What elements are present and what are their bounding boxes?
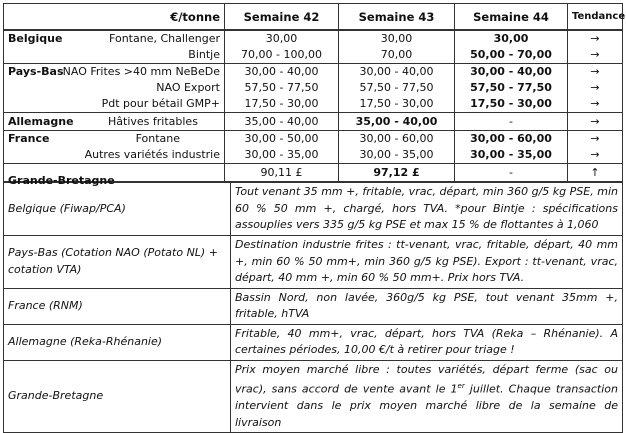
country-label: Pays-Bas	[8, 65, 64, 78]
price-w43: 30,00	[339, 31, 455, 48]
unit-header: €/tonne	[4, 4, 225, 30]
note-source: Pays-Bas (Cotation NAO (Potato NL) + cotation VTA)	[4, 236, 231, 289]
trend-arrow-icon: →	[568, 80, 623, 96]
price-w42: 30,00 - 40,00	[225, 64, 339, 81]
week-44-header: Semaine 44	[455, 4, 568, 30]
variety-label: Pdt pour bétail GMP+	[101, 97, 220, 110]
price-w44: 30,00 - 40,00	[455, 64, 568, 81]
note-row	[4, 183, 623, 236]
trend-arrow-icon: →	[568, 113, 623, 131]
price-w42: 30,00 - 35,00	[225, 147, 339, 164]
header-row	[4, 4, 623, 30]
note-text: Fritable, 40 mm+, vrac, départ, hors TVA (Reka – Rhénanie). A certaines périodes, 10,00 €/t à retirer pour triage !	[231, 324, 623, 360]
note-source: Belgique (Fiwap/PCA)	[4, 183, 231, 236]
price-w42: 17,50 - 30,00	[225, 96, 339, 113]
row-label	[4, 113, 225, 131]
row-label	[4, 96, 225, 113]
price-w42: 30,00 - 50,00	[225, 131, 339, 148]
table-row	[4, 164, 623, 182]
table-row	[4, 64, 623, 81]
note-source: Allemagne (Reka-Rhénanie)	[4, 324, 231, 360]
variety-label: NAO Frites >40 mm NeBeDe	[62, 65, 220, 78]
price-w42: 57,50 - 77,50	[225, 80, 339, 96]
table-row	[4, 113, 623, 131]
trend-arrow-icon: →	[568, 31, 623, 48]
table-row	[4, 96, 623, 113]
price-table	[3, 3, 626, 30]
row-label	[4, 164, 225, 187]
country-label: Allemagne	[8, 114, 74, 128]
note-row	[4, 360, 623, 433]
trend-arrow-icon: →	[568, 147, 623, 164]
variety-label: Fontane, Challenger	[109, 32, 220, 45]
price-w43: 30,00 - 40,00	[339, 64, 455, 81]
row-label	[4, 47, 225, 64]
table-row	[4, 80, 623, 96]
trend-arrow-icon: →	[568, 96, 623, 113]
trend-arrow-icon: →	[568, 131, 623, 148]
note-superscript: er	[457, 382, 465, 390]
price-w44: 30,00 - 35,00	[455, 147, 568, 164]
price-w44: 17,50 - 30,00	[455, 96, 568, 113]
trend-arrow-icon: →	[568, 47, 623, 64]
price-w43: 97,12 £	[339, 164, 455, 182]
note-text: Destination industrie frites : tt-venant, vrac, fritable, départ, 40 mm +, min 60 % 50 mm+, min 360 g/5 kg PSE). Export : tt-venant, vrac, départ, 40 mm +, min 60 % 50 mm+. Prix hors TVA.	[231, 236, 623, 289]
variety-label: Hâtives fritables	[108, 114, 198, 128]
price-w44: 30,00 - 60,00	[455, 131, 568, 148]
week-42-header: Semaine 42	[225, 4, 339, 30]
price-w42: 70,00 - 100,00	[225, 47, 339, 64]
price-report	[3, 3, 626, 433]
variety-label: Autres variétés industrie	[84, 148, 220, 161]
price-w44: 57,50 - 77,50	[455, 80, 568, 96]
price-w43: 57,50 - 77,50	[339, 80, 455, 96]
price-w43: 30,00 - 60,00	[339, 131, 455, 148]
table-row	[4, 31, 623, 48]
notes-table	[3, 182, 623, 433]
price-w44: 30,00	[455, 31, 568, 48]
note-text	[231, 360, 623, 433]
country-label: France	[8, 132, 50, 145]
price-w44: -	[455, 164, 568, 182]
price-w43: 17,50 - 30,00	[339, 96, 455, 113]
note-text: Bassin Nord, non lavée, 360g/5 kg PSE, tout venant 35mm +, fritable, hTVA	[231, 288, 623, 324]
note-text: Tout venant 35 mm +, fritable, vrac, départ, min 360 g/5 kg PSE, min 60 % 50 mm +, chargé, hors TVA. *pour Bintje : spécifications assouplies vers 335 g/5 kg PSE et max 15 % de flottantes à 1,060	[231, 183, 623, 236]
row-label	[4, 31, 225, 48]
price-w42: 35,00 - 40,00	[225, 113, 339, 131]
trend-arrow-icon: →	[568, 64, 623, 81]
table-row	[4, 131, 623, 148]
variety-label: NAO Export	[156, 81, 220, 94]
row-label	[4, 64, 225, 81]
row-label	[4, 80, 225, 96]
note-row	[4, 324, 623, 360]
variety-label: Fontane	[135, 132, 180, 145]
trend-header: Tendance	[568, 4, 623, 30]
note-text-part: Prix moyen marché libre : toutes variétés, départ ferme (sac ou vrac), sans accord de vente avant le 1	[235, 362, 618, 396]
price-w44: 50,00 - 70,00	[455, 47, 568, 64]
trend-arrow-icon: ↑	[568, 164, 623, 182]
variety-label: Bintje	[188, 48, 220, 61]
price-w43: 70,00	[339, 47, 455, 64]
table-row	[4, 47, 623, 64]
price-w42: 90,11 £	[225, 164, 339, 182]
note-text-part: juillet. Chaque transaction intervient dans le prix moyen marché libre de la semaine de livraison	[235, 382, 618, 429]
row-label	[4, 147, 225, 164]
country-label: Belgique	[8, 32, 63, 45]
country-label: Grande-Bretagne	[8, 173, 115, 187]
price-w43: 30,00 - 35,00	[339, 147, 455, 164]
price-w43: 35,00 - 40,00	[339, 113, 455, 131]
note-source: France (RNM)	[4, 288, 231, 324]
row-label	[4, 131, 225, 148]
table-row	[4, 147, 623, 164]
price-table-body	[3, 30, 623, 187]
week-43-header: Semaine 43	[339, 4, 455, 30]
note-row	[4, 288, 623, 324]
price-w44: -	[455, 113, 568, 131]
price-w42: 30,00	[225, 31, 339, 48]
note-row	[4, 236, 623, 289]
note-source: Grande-Bretagne	[4, 360, 231, 433]
